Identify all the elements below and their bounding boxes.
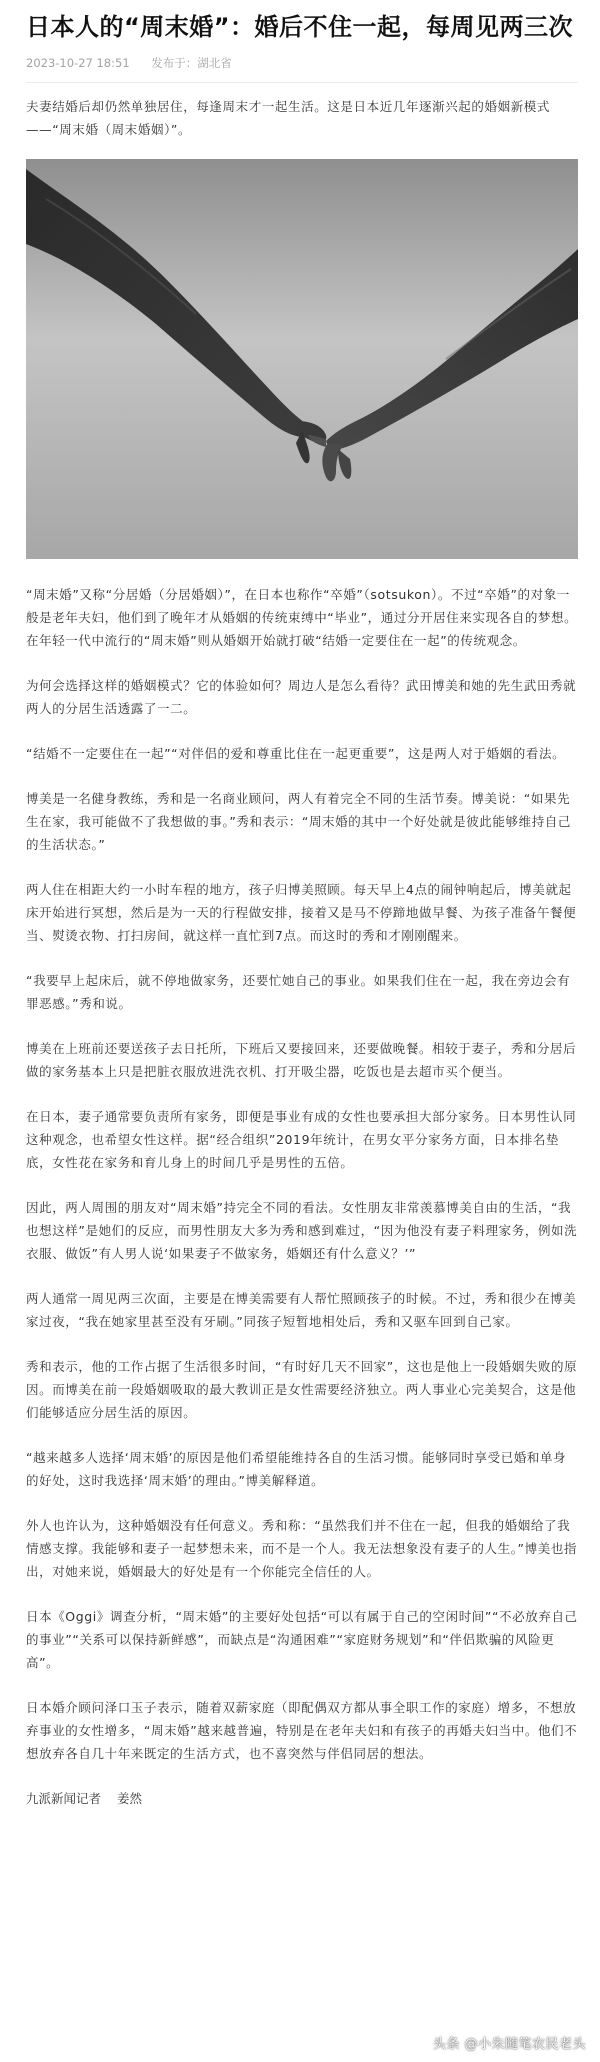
paragraph-3: 为何会选择这样的婚姻模式？它的体验如何？周边人是怎么看待？武田博美和她的先生武田秀就两人的分居生活透露了一二。 (26, 678, 577, 716)
paragraph-15: 日本《Oggi》调查分析，“周末婚”的主要好处包括“可以有属于自己的空闲时间”“不必放弃自己的事业”“关系可以保持新鲜感”，而缺点是“沟通困难”“家庭财务规划”和“伴侣欺骗的风险更高”。 (26, 1609, 578, 1670)
paragraph-11: 两人通常一周见两三次面，主要是在博美需要有人帮忙照顾孩子的时候。不过，秀和很少在博美家过夜，“我在她家里甚至没有牙刷。”同孩子短暂地相处后，秀和又驱车回到自己家。 (26, 1291, 577, 1329)
paragraph-7: “我要早上起床后，就不停地做家务，还要忙她自己的事业。如果我们住在一起，我在旁边会有罪恶感。”秀和说。 (26, 973, 571, 1011)
author-org: 九派新闻记者 (26, 1791, 102, 1806)
paragraph-8: 博美在上班前还要送孩子去日托所，下班后又要接回来，还要做晚餐。相较于妻子，秀和分居后做的家务基本上只是把脏衣服放进洗衣机、打开吸尘器，吃饭也是去超市买个便当。 (26, 1041, 577, 1079)
holding-hands-image (26, 159, 578, 559)
paragraph-2: “周末婚”又称“分居婚（分居婚姻）”，在日本也称作“卒婚”（sotsukon）。不过“卒婚”的对象一般是老年夫妇，他们到了晚年才从婚姻的传统束缚中“毕业”，通过分开居住来实现各自的梦想。在年轻一代中流行的“周末婚”则从婚姻开始就打破“结婚一定要住在一起”的传统观念。 (26, 587, 578, 648)
paragraph-14: 外人也许认为，这种婚姻没有任何意义。秀和称：“虽然我们并不住在一起，但我的婚姻给了我情感支撑。我能够和妻子一起梦想未来，而不是一个人。我无法想象没有妻子的人生。”博美也指出，对她来说，婚姻最大的好处是有一个你能完全信任的人。 (26, 1518, 578, 1579)
paragraph-5: 博美是一名健身教练，秀和是一名商业顾问，两人有着完全不同的生活节奏。博美说：“如果先生在家，我可能做不了我想做的事。”秀和表示：“周末婚的其中一个好处就是彼此能够维持自己的生活状态。” (26, 791, 572, 852)
publish-datetime: 2023-10-27 18:51 (26, 56, 130, 70)
source-watermark: 头条 @小朱随笔农民老头 (432, 2037, 586, 2052)
author-line (26, 1789, 578, 1809)
meta-divider (26, 82, 578, 83)
paragraph-16: 日本婚介顾问泽口玉子表示，随着双薪家庭（即配偶双方都从事全职工作的家庭）增多，不想放弃事业的女性增多，“周末婚”越来越普遍，特别是在老年夫妇和有孩子的再婚夫妇当中。他们不想放弃各自几十年来既定的生活方式，也不喜突然与伴侣同居的想法。 (26, 1700, 578, 1761)
publisher-location: 发布于：湖北省 (151, 56, 232, 70)
article-meta (26, 54, 578, 72)
paragraph-13: “越来越多人选择‘周末婚’的原因是他们希望能维持各自的生活习惯。能够同时享受已婚和单身的好处，这时我选择‘周末婚’的理由。”博美解释道。 (26, 1450, 567, 1488)
article-title: 日本人的“周末婚”：婚后不住一起，每周见两三次 (26, 13, 574, 41)
article (26, 10, 578, 1809)
author-name: 姜然 (117, 1791, 143, 1806)
paragraph-10: 因此，两人周围的朋友对“周末婚”持完全不同的看法。女性朋友非常羡慕博美自由的生活，“我也想这样”是她们的反应，而男性朋友大多为秀和感到难过，“因为他没有妻子料理家务，例如洗衣服、做饭”有人男人说‘如果妻子不做家务，婚姻还有什么意义？’” (26, 1200, 578, 1261)
paragraph-9: 在日本，妻子通常要负责所有家务，即便是事业有成的女性也要承担大部分家务。日本男性认同这种观念，也希望女性这样。据“经合组织”2019年统计，在男女平分家务方面，日本排名垫底，女性花在家务和育儿身上的时间几乎是男性的五倍。 (26, 1109, 577, 1170)
paragraph-4: “结婚不一定要住在一起”“对伴侣的爱和尊重比住在一起更重要”，这是两人对于婚姻的看法。 (26, 746, 566, 761)
paragraph-12: 秀和表示，他的工作占据了生活很多时间，“有时好几天不回家”，这也是他上一段婚姻失败的原因。而博美在前一段婚姻吸取的最大教训正是女性需要经济独立。两人事业心完美契合，这是他们能够适应分居生活的原因。 (26, 1359, 578, 1420)
paragraph-6: 两人住在相距大约一小时车程的地方，孩子归博美照顾。每天早上4点的闹钟响起后，博美就起床开始进行冥想，然后是为一天的行程做安排，接着又是马不停蹄地做早餐、为孩子准备午餐便当、熨烫衣物、打扫房间，就这样一直忙到7点。而这时的秀和才刚刚醒来。 (26, 882, 577, 943)
paragraph-intro: 夫妻结婚后却仍然单独居住，每逢周末才一起生活。这是日本近几年逐渐兴起的婚姻新模式——“周末婚（周末婚姻）”。 (26, 99, 551, 137)
article-photo (26, 159, 578, 559)
